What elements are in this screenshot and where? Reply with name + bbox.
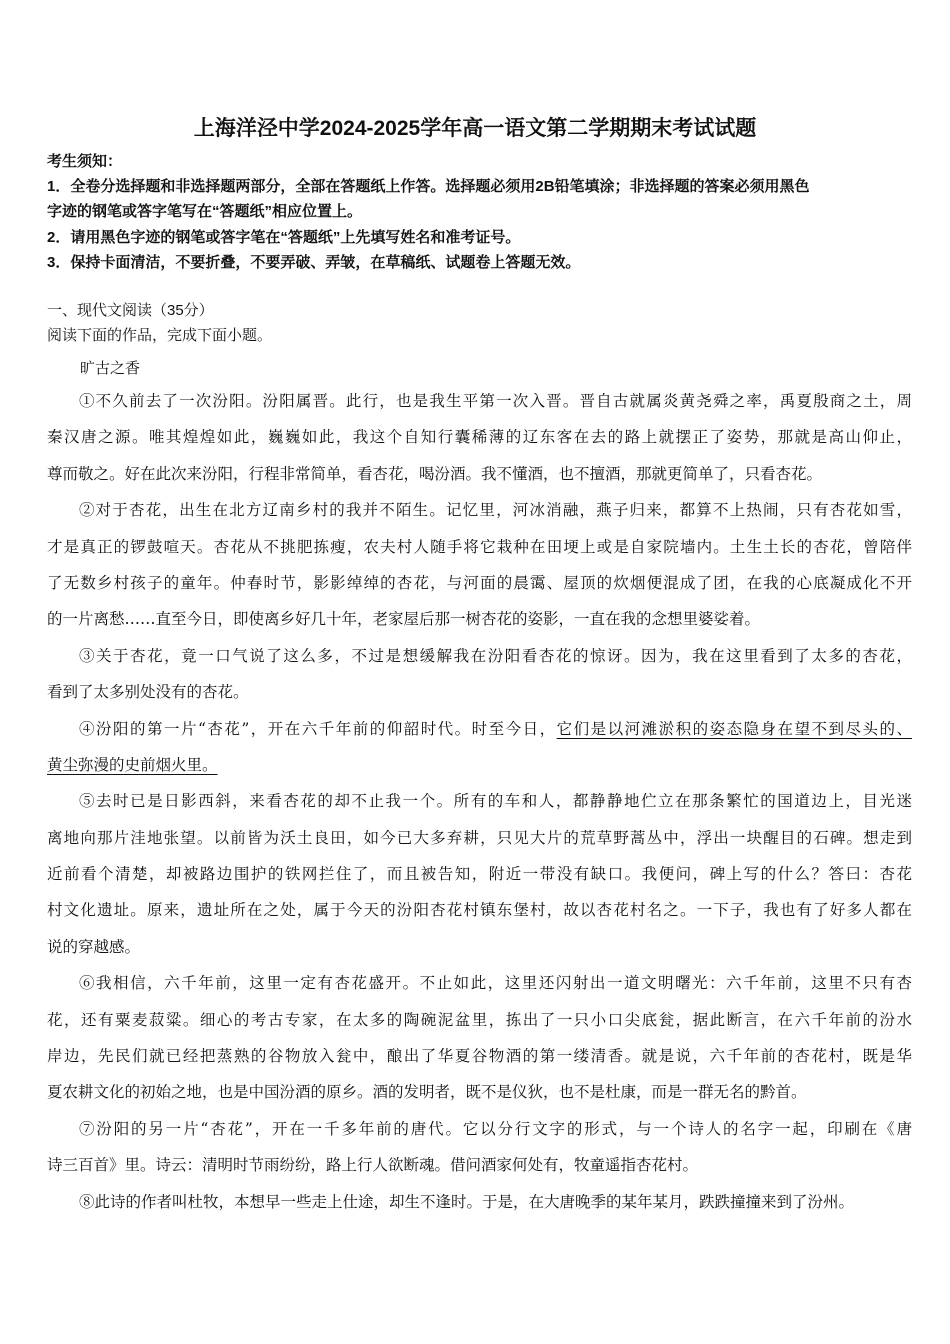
paragraph-1-line: 秦汉唐之源。唯其煌煌如此，巍巍如此，我这个自知行囊稀薄的辽东客在去的路上就摆正了姿势，那就是高山仰止， [47,428,912,447]
paragraph-5-line: 离地向那片洼地张望。以前皆为沃土良田，如今已大多弃耕，只见大片的荒草野蒿丛中，浮出一块醒目的石碑。想走到 [47,828,912,847]
paragraph-1-line: 尊而敬之。好在此次来汾阳，行程非常简单，看杏花，喝汾酒。我不懂酒，也不擅酒，那就更简单了，只看杏花。 [47,464,823,483]
notice-line: 1．全卷分选择题和非选择题两部分，全部在答题纸上作答。选择题必须用2B铅笔填涂；非选择题的答案必须用黑色 [47,178,810,196]
paragraph-5-line: 说的穿越感。 [47,937,141,956]
section-heading: 一、现代文阅读（35分） [47,302,214,319]
notice-heading: 考生须知： [47,153,123,170]
underlined-sentence: 黄尘弥漫的史前烟火里。 [47,755,218,774]
notice-line: 3．保持卡面清洁，不要折叠，不要弄破、弄皱，在草稿纸、试题卷上答题无效。 [47,253,581,271]
paragraph-2-line: 了无数乡村孩子的童年。仲春时节，影影绰绰的杏花，与河面的晨霭、屋顶的炊烟便混成了团，在我的心底凝成化不开 [47,573,912,592]
exam-notice [47,149,912,275]
paragraph-5-line: 近前看个清楚，却被路边围护的铁网拦住了，而且被告知，附近一带没有缺口。我便问，碑上写的什么？答曰：杏花 [47,865,912,884]
paragraph-6-line: ⑥我相信，六千年前，这里一定有杏花盛开。不止如此，这里还闪射出一道文明曙光：六千年前，这里不只有杏 [79,974,912,993]
passage-title: 旷古之香 [80,359,141,377]
text-run: ④汾阳的第一片“杏花”，开在六千年前的仰韶时代。时至今日， [79,719,557,738]
paragraph-6-line: 岸边，先民们就已经把蒸熟的谷物放入瓮中，酿出了华夏谷物酒的第一缕清香。就是说，六千年前的杏花村，既是华 [47,1047,912,1066]
paragraph-2-line: ②对于杏花，出生在北方辽南乡村的我并不陌生。记忆里，河冰消融，燕子归来，都算不上热闹，只有杏花如雪， [79,501,912,520]
paragraph-6-line: 夏农耕文化的初始之地，也是中国汾酒的原乡。酒的发明者，既不是仪狄，也不是杜康，而是一群无名的黔首。 [47,1083,807,1102]
notice-line: 2．请用黑色字迹的钢笔或答字笔在“答题纸”上先填写姓名和准考证号。 [47,228,521,246]
paragraph-6-line: 花，还有粟麦菽粱。细心的考古专家，在太多的陶碗泥盆里，拣出了一只小口尖底瓮，据此断言，在六千年前的汾水 [47,1010,912,1029]
paragraph-7-line: 诗三百首》里。诗云：清明时节雨纷纷，路上行人欲断魂。借问酒家何处有，牧童遥指杏花村。 [47,1156,699,1175]
underlined-sentence: 它们是以河滩淤积的姿态隐身在望不到尽头的、 [556,719,912,738]
paragraph-7-line: ⑦汾阳的另一片“杏花”，开在一千多年前的唐代。它以分行文字的形式，与一个诗人的名字一起，印刷在《唐 [79,1119,912,1138]
paragraph-2-line: 才是真正的锣鼓喧天。杏花从不挑肥拣瘦，农夫村人随手将它栽种在田埂上或是自家院墙内。土生土长的杏花，曾陪伴 [47,537,912,556]
paragraph-4-line [47,711,912,747]
paragraph-3-line: ③关于杏花，竟一口气说了这么多，不过是想缓解我在汾阳看杏花的惊讶。因为，我在这里看到了太多的杏花， [79,646,912,665]
passage-body [47,383,912,1220]
paragraph-4-line [47,747,912,783]
paragraph-1-line: ①不久前去了一次汾阳。汾阳属晋。此行，也是我生平第一次入晋。晋自古就属炎黄尧舜之率，禹夏殷商之土，周 [79,392,912,410]
paragraph-3-line: 看到了太多别处没有的杏花。 [47,683,249,702]
paragraph-5-line: ⑤去时已是日影西斜，来看杏花的却不止我一个。所有的车和人，都静静地伫立在那条繁忙的国道边上，目光迷 [79,792,912,811]
page-title: 上海洋泾中学2024-2025学年高一语文第二学期期末考试试题 [193,117,757,140]
notice-line: 字迹的钢笔或答字笔写在“答题纸”相应位置上。 [47,203,363,221]
section-instruction: 阅读下面的作品，完成下面小题。 [47,327,273,344]
paragraph-8-line: ⑧此诗的作者叫杜牧，本想早一些走上仕途，却生不逢时。于是，在大唐晚季的某年某月，跌跌撞撞来到了汾州。 [79,1192,855,1211]
paragraph-2-line: 的一片离愁……直至今日，即使离乡好几十年，老家屋后那一树杏花的姿影，一直在我的念想里婆娑着。 [47,610,761,629]
paragraph-5-line: 村文化遗址。原来，遗址所在之处，属于今天的汾阳杏花村镇东堡村，故以杏花村名之。一下子，我也有了好多人都在 [47,901,912,920]
